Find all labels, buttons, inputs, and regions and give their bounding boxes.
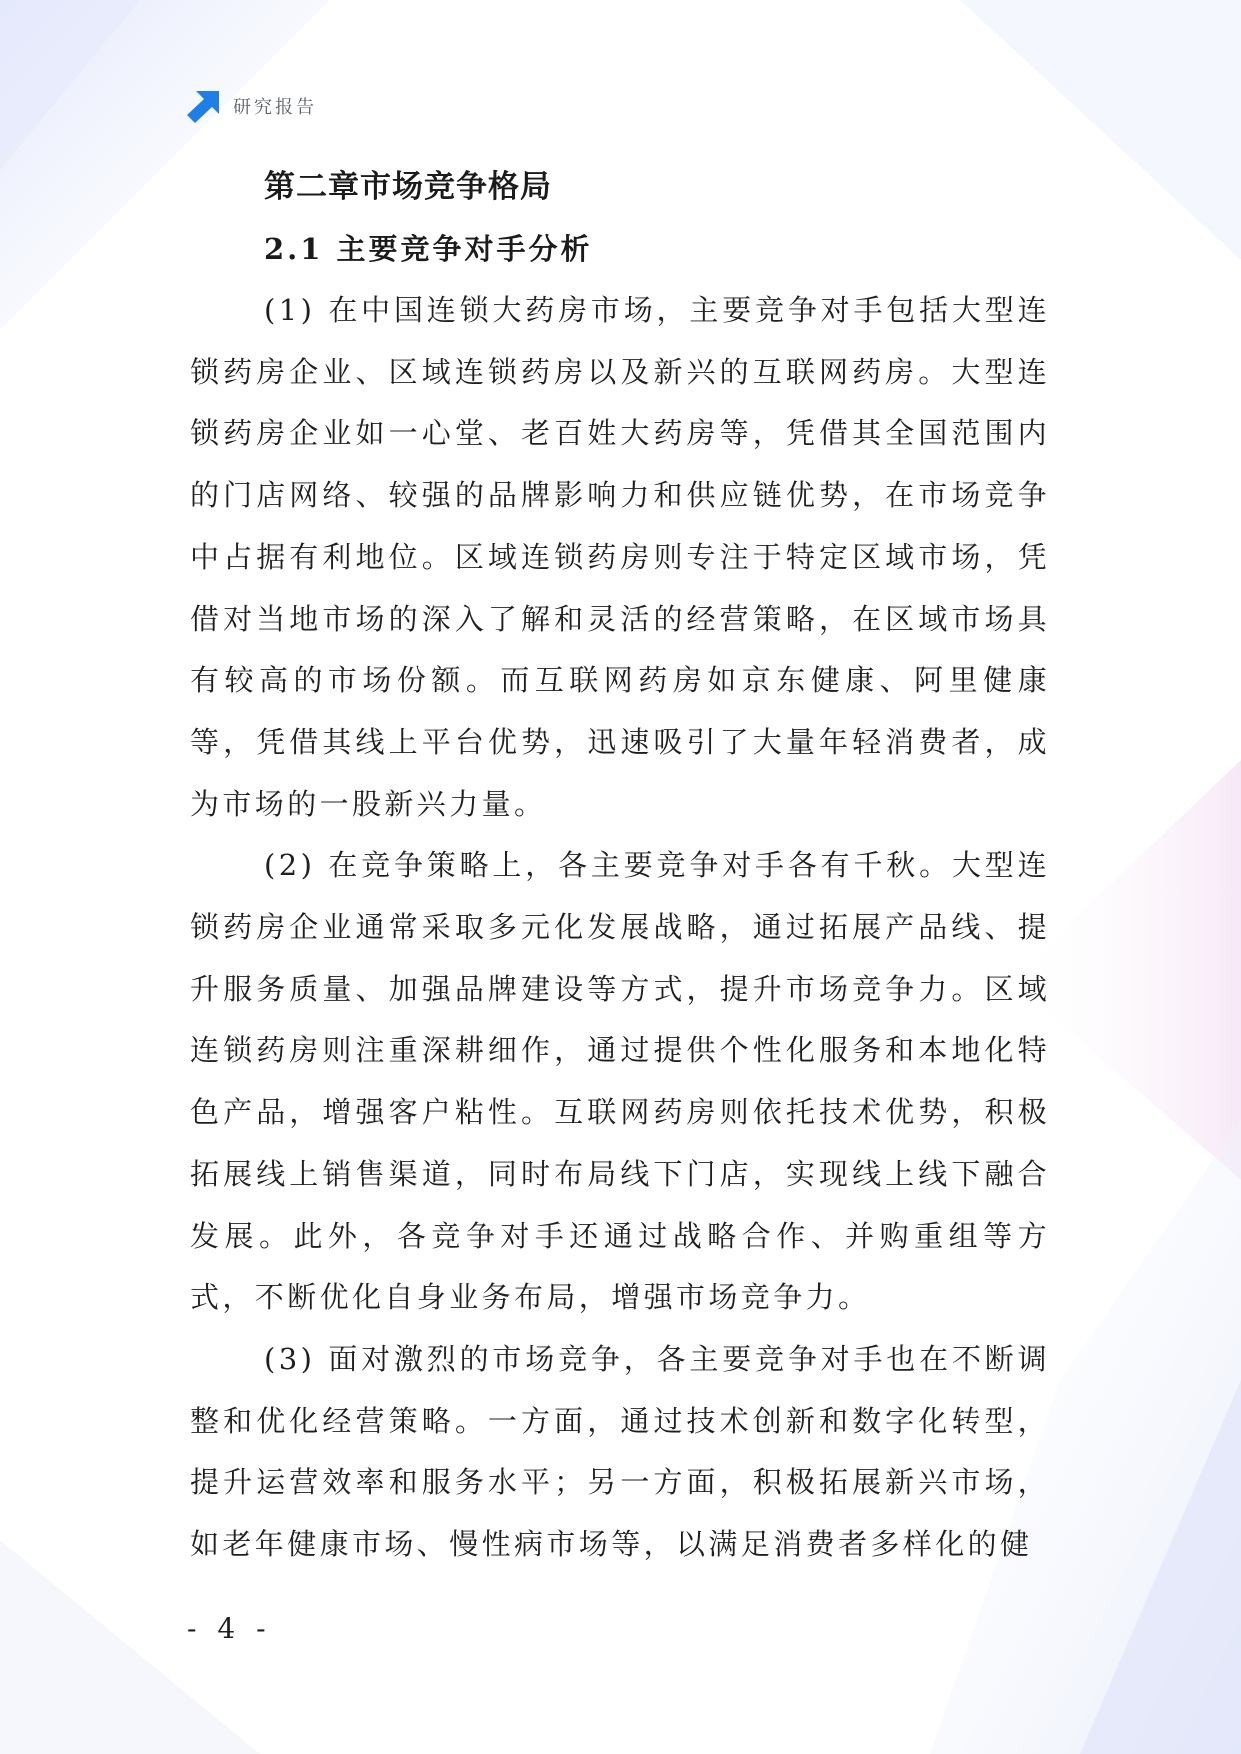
page-number: - 4 - — [187, 1612, 272, 1645]
paragraph-1: (1) 在中国连锁大药房市场，主要竞争对手包括大型连锁药房企业、区域连锁药房以及新兴的互联网药房。大型连锁药房企业如一心堂、老百姓大药房等，凭借其全国范围内的门店网络、较强的品牌影响力和供应链优势，在市场竞争中占据有利地位。区域连锁药房则专注于特定区域市场，凭借对当地市场的深入了解和灵活的经营策略，在区域市场具有较高的市场份额。而互联网药房如京东健康、阿里健康等，凭借其线上平台优势，迅速吸引了大量年轻消费者，成为市场的一股新兴力量。 — [190, 293, 1050, 821]
chapter-title: 第二章市场竞争格局 — [264, 169, 552, 205]
header-label: 研究报告 — [233, 97, 317, 118]
document-body — [190, 156, 1050, 1576]
page-header — [187, 88, 317, 124]
paragraph-2: (2) 在竞争策略上，各主要竞争对手各有千秋。大型连锁药房企业通常采取多元化发展战略，通过拓展产品线、提升服务质量、加强品牌建设等方式，提升市场竞争力。区域连锁药房则注重深耕细作，通过提供个性化服务和本地化特色产品，增强客户粘性。互联网药房则依托技术优势，积极拓展线上销售渠道，同时布局线下门店，实现线上线下融合发展。此外，各竞争对手还通过战略合作、并购重组等方式，不断优化自身业务布局，增强市场竞争力。 — [190, 848, 1050, 1315]
arrow-up-right-icon — [187, 89, 221, 123]
paragraph-3: (3) 面对激烈的市场竞争，各主要竞争对手也在不断调整和优化经营策略。一方面，通过技术创新和数字化转型，提升运营效率和服务水平；另一方面，积极拓展新兴市场，如老年健康市场、慢性病市场等，以满足消费者多样化的健 — [190, 1341, 1050, 1562]
section-title: 2.1 主要竞争对手分析 — [264, 232, 593, 266]
